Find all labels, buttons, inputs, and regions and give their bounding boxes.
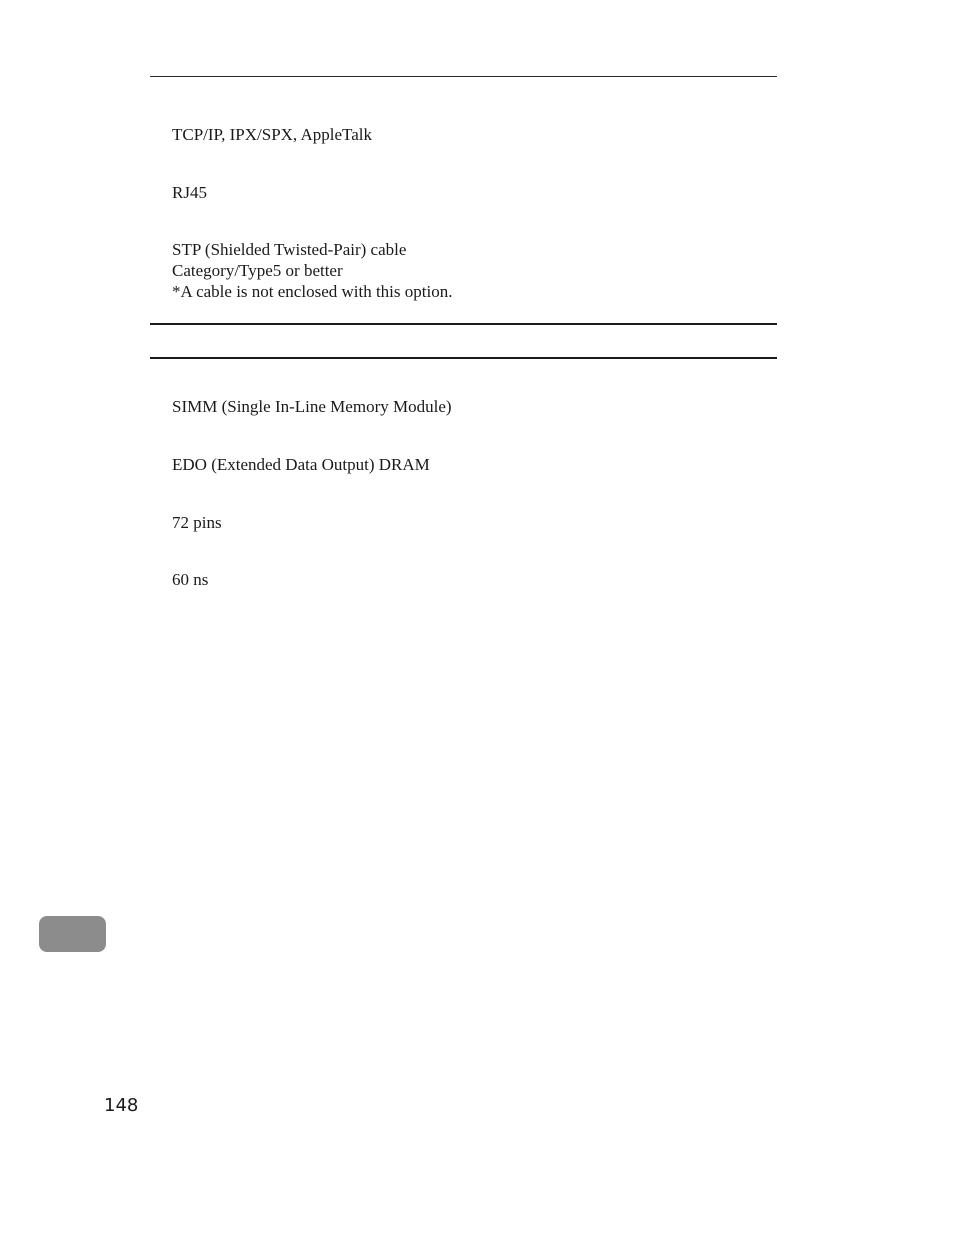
section-rule-top [150,323,777,325]
cable-note: *A cable is not enclosed with this option. [172,282,453,301]
chapter-tab-marker [39,916,106,952]
protocols-value: TCP/IP, IPX/SPX, AppleTalk [172,125,373,144]
section-rule-bottom [150,357,777,359]
module-value: SIMM (Single In-Line Memory Module) [172,397,452,416]
cable-value-line-2: Category/Type5 or better [172,261,343,280]
speed-value: 60 ns [172,570,209,589]
pins-value: 72 pins [172,513,222,532]
page-number: 148 [104,1095,139,1116]
connector-value: RJ45 [172,183,207,202]
memory-type-value: EDO (Extended Data Output) DRAM [172,455,430,474]
cable-value-line-1: STP (Shielded Twisted-Pair) cable [172,240,407,259]
header-rule [150,76,777,77]
